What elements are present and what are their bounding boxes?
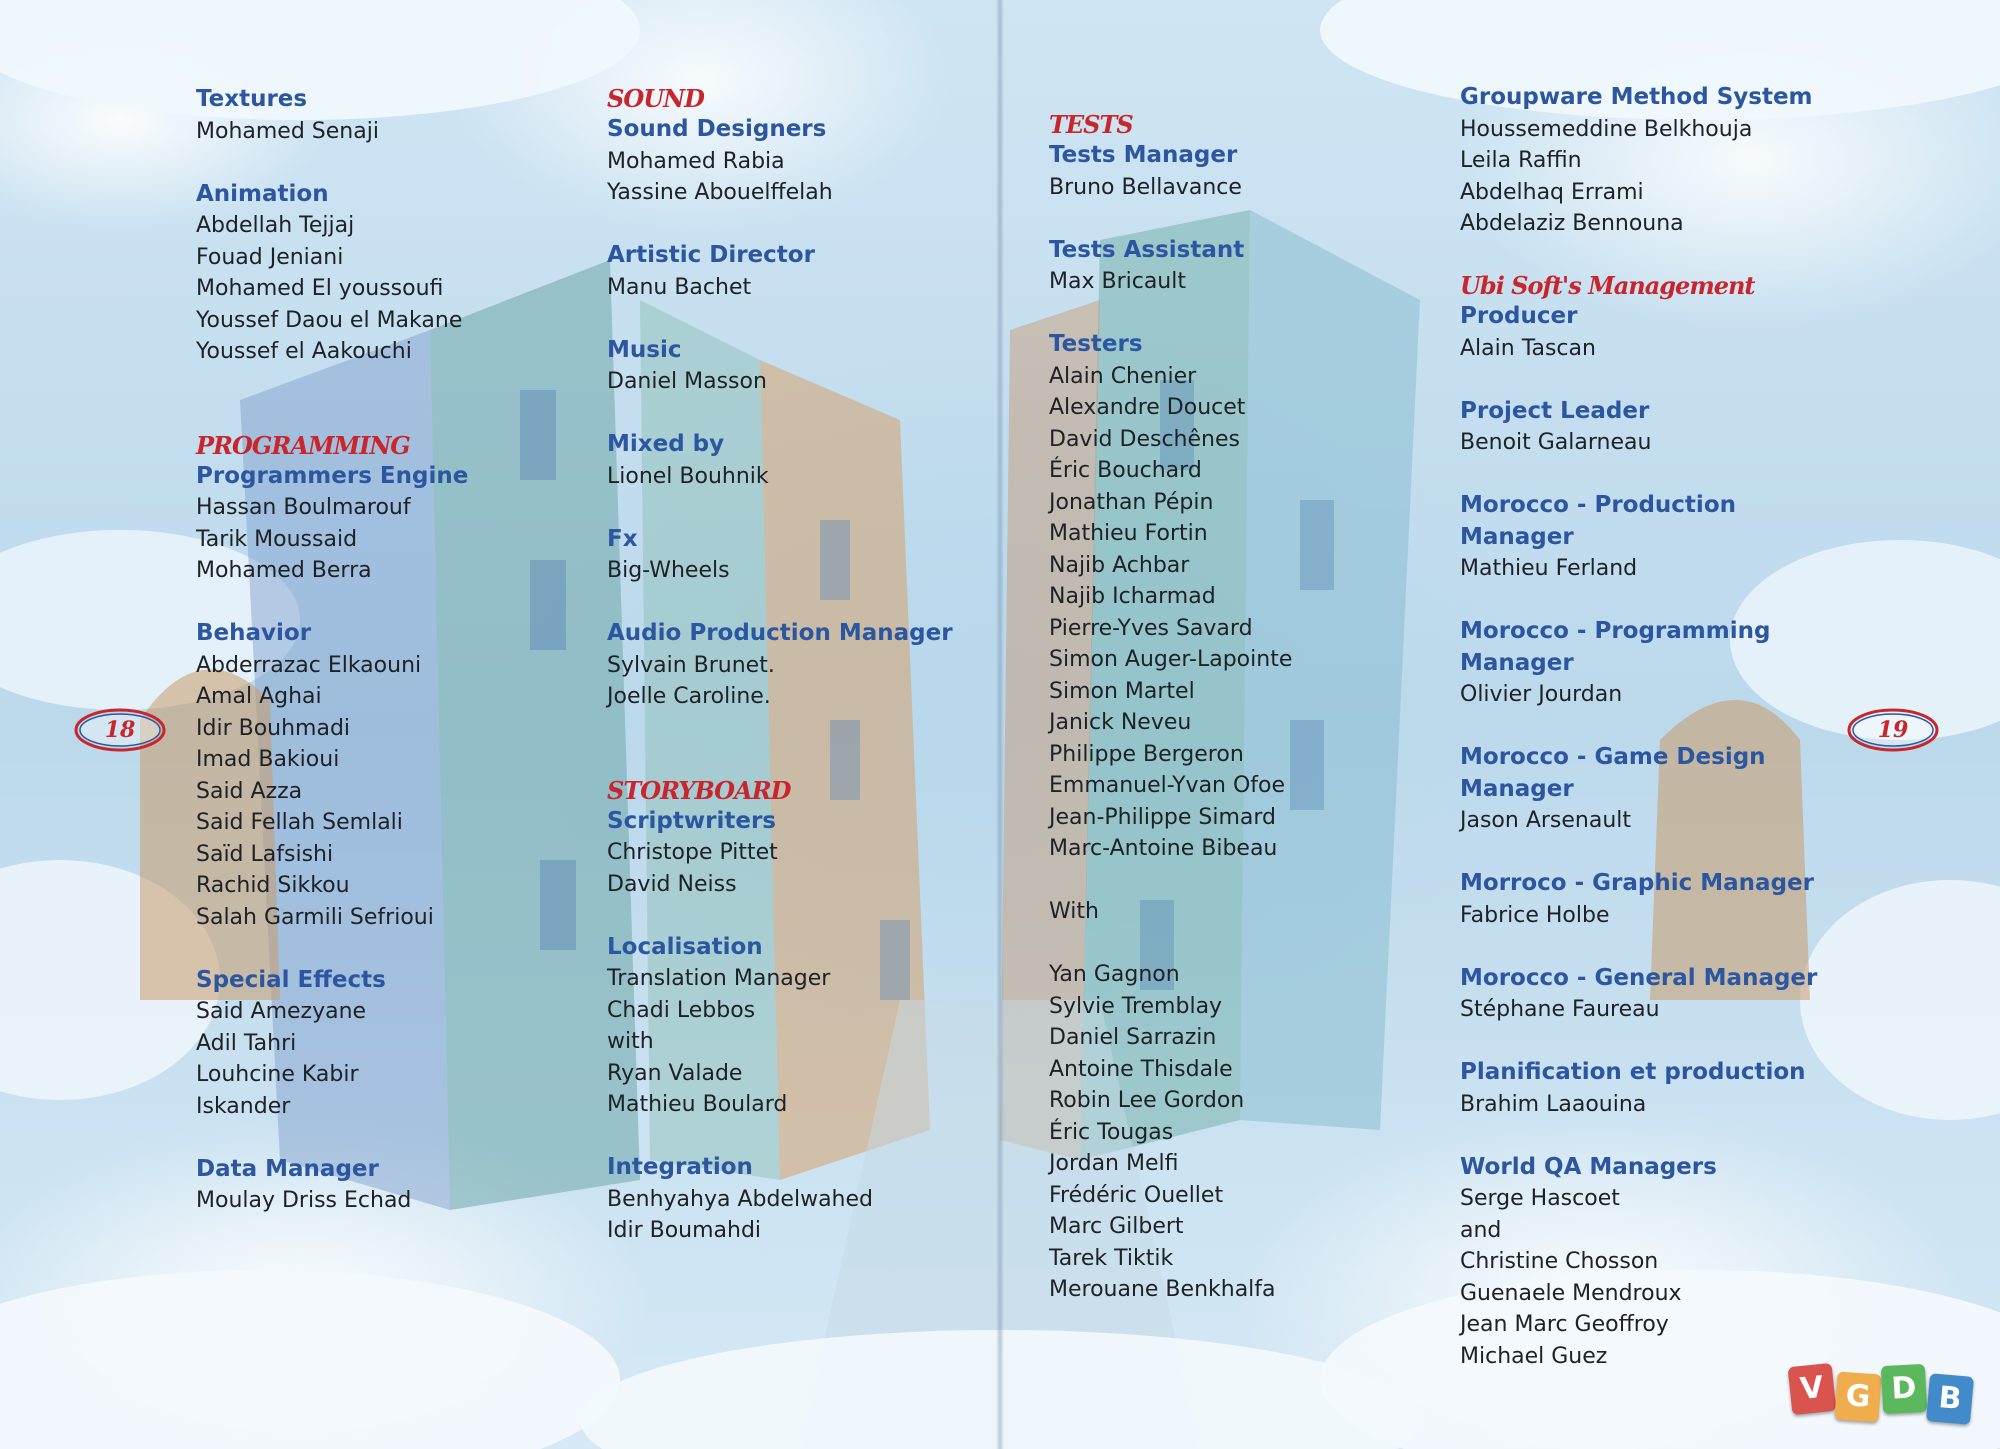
- names-programming-manager: [1460, 679, 1840, 711]
- credit-name: Tarik Moussaid: [196, 526, 358, 552]
- logo-tile-d: D: [1881, 1364, 1927, 1414]
- role-title-line: Manager: [1460, 523, 1574, 550]
- credit-name: Idir Boumahdi: [607, 1218, 762, 1243]
- section-heading-sound: SOUND: [607, 84, 704, 113]
- credit-name: Fabrice Holbe: [1460, 902, 1610, 928]
- credit-name: Alain Tascan: [1460, 335, 1596, 361]
- role-title-line: Morocco - Game Design: [1460, 744, 1766, 770]
- names-production-manager: [1460, 553, 1840, 585]
- label-with: With: [1049, 899, 1099, 924]
- credit-name: Michael Guez: [1460, 1343, 1608, 1369]
- credit-name: Imad Bakioui: [196, 747, 340, 772]
- credit-name: David Deschênes: [1049, 426, 1240, 452]
- role-sound-designers: Sound Designers: [607, 116, 827, 142]
- credit-name: Sylvie Tremblay: [1049, 993, 1223, 1019]
- credit-name: Idir Bouhmadi: [196, 715, 351, 741]
- credit-name: Leila Raffin: [1460, 148, 1582, 173]
- credit-name: Pierre-Yves Savard: [1049, 615, 1253, 641]
- credit-name: Salah Garmili Sefrioui: [196, 904, 434, 930]
- names-fx: [607, 555, 967, 587]
- credit-name: Joelle Caroline.: [607, 684, 771, 709]
- role-textures: Textures: [196, 86, 308, 112]
- credit-name: Jonathan Pépin: [1049, 489, 1214, 515]
- credit-name: Mohamed El youssoufi: [196, 276, 444, 301]
- credit-name: Rachid Sikkou: [196, 873, 350, 898]
- credit-name: Max Bricault: [1049, 269, 1186, 294]
- credit-name: Simon Martel: [1049, 678, 1195, 704]
- credit-name: Serge Hascoet: [1460, 1186, 1620, 1211]
- credit-name: Stéphane Faureau: [1460, 997, 1660, 1022]
- credit-name: Fouad Jeniani: [196, 244, 344, 270]
- names-textures: [196, 116, 526, 148]
- names-mixed-by: [607, 461, 967, 493]
- credit-name: Alexandre Doucet: [1049, 395, 1246, 420]
- credit-name: Mathieu Fortin: [1049, 521, 1208, 546]
- credit-name: Christine Chosson: [1460, 1249, 1659, 1274]
- role-audio-production-manager: Audio Production Manager: [607, 620, 953, 646]
- names-behavior: [196, 650, 526, 934]
- names-sound-designers: [607, 146, 967, 209]
- credit-name: Alain Chenier: [1049, 363, 1197, 389]
- role-programmers-engine: Programmers Engine: [196, 462, 469, 489]
- section-heading-ubisoft-management: Ubi Soft's Management: [1460, 271, 1755, 300]
- credit-name: Abdellah Tejjaj: [196, 213, 355, 238]
- credit-name: Ryan Valade: [607, 1060, 743, 1086]
- credits-column-3: [1049, 110, 1349, 1306]
- role-localisation: Localisation: [607, 933, 763, 960]
- page-spine: [996, 0, 1004, 1449]
- credit-name: Manu Bachet: [607, 274, 752, 300]
- role-game-design-manager: [1460, 742, 1840, 805]
- credit-name: Mathieu Ferland: [1460, 556, 1638, 581]
- credit-name: Youssef Daou el Makane: [196, 307, 463, 333]
- credit-name: Éric Tougas: [1049, 1119, 1174, 1145]
- credit-name: Robin Lee Gordon: [1049, 1088, 1245, 1113]
- names-graphic-manager: [1460, 900, 1840, 932]
- credit-name: Said Amezyane: [196, 999, 367, 1024]
- credit-name: Simon Auger-Lapointe: [1049, 647, 1293, 672]
- credit-name: Houssemeddine Belkhouja: [1460, 116, 1753, 142]
- role-graphic-manager: Morroco - Graphic Manager: [1460, 870, 1814, 896]
- credit-name: Philippe Bergeron: [1049, 741, 1244, 767]
- credit-name: Benoit Galarneau: [1460, 430, 1652, 455]
- credit-name: Bruno Bellavance: [1049, 174, 1242, 200]
- names-programmers-engine: [196, 492, 526, 587]
- credit-name: with: [607, 1029, 654, 1054]
- logo-tile-g: G: [1834, 1372, 1881, 1423]
- names-artistic-director: [607, 272, 967, 304]
- role-groupware-method-system: Groupware Method System: [1460, 84, 1813, 110]
- role-programming-manager: [1460, 616, 1840, 679]
- credit-name: Amal Aghai: [196, 684, 322, 709]
- page-number-left: [72, 702, 168, 758]
- names-tests-assistant: [1049, 266, 1349, 298]
- credit-name: Marc-Antoine Bibeau: [1049, 836, 1278, 861]
- role-testers: Testers: [1049, 331, 1143, 357]
- credit-name: Benhyahya Abdelwahed: [607, 1186, 873, 1212]
- role-mixed-by: Mixed by: [607, 431, 725, 457]
- names-producer: [1460, 333, 1840, 365]
- credits-column-1: [196, 84, 526, 1217]
- credit-name: Christope Pittet: [607, 840, 778, 865]
- credit-name: Janick Neveu: [1049, 710, 1192, 735]
- credit-name: Hassan Boulmarouf: [196, 495, 411, 520]
- role-behavior: Behavior: [196, 620, 312, 646]
- role-title-line: Morocco - Programming: [1460, 618, 1771, 644]
- credit-name: and: [1460, 1217, 1502, 1243]
- names-general-manager: [1460, 994, 1840, 1026]
- credits-column-4: [1460, 82, 1840, 1372]
- credit-name: Abdelaziz Bennouna: [1460, 211, 1684, 236]
- credit-name: David Neiss: [607, 871, 737, 897]
- names-music: [607, 366, 967, 398]
- credit-name: Merouane Benkhalfa: [1049, 1277, 1276, 1302]
- credit-name: Guenaele Mendroux: [1460, 1280, 1682, 1306]
- credit-name: Abderrazac Elkaouni: [196, 652, 422, 678]
- credit-name: Yassine Abouelffelah: [607, 180, 833, 205]
- role-producer: Producer: [1460, 303, 1578, 329]
- role-tests-manager: Tests Manager: [1049, 142, 1238, 168]
- credit-name: Sylvain Brunet.: [607, 652, 775, 678]
- names-data-manager: [196, 1185, 526, 1217]
- credit-name: Éric Bouchard: [1049, 458, 1202, 483]
- role-title-line: Manager: [1460, 649, 1574, 676]
- role-world-qa-managers: World QA Managers: [1460, 1153, 1717, 1180]
- credit-name: Lionel Bouhnik: [607, 463, 769, 489]
- names-animation: [196, 210, 526, 368]
- credit-name: Adil Tahri: [196, 1030, 297, 1056]
- credit-name: Saïd Lafsishi: [196, 841, 334, 867]
- credits-column-2: [607, 84, 967, 1247]
- role-artistic-director: Artistic Director: [607, 242, 815, 268]
- credit-name: Said Fellah Semlali: [196, 810, 403, 835]
- names-project-leader: [1460, 427, 1840, 459]
- role-general-manager: Morocco - General Manager: [1460, 964, 1818, 991]
- credit-name: Iskander: [196, 1093, 291, 1119]
- names-localisation: [607, 963, 967, 1121]
- role-special-effects: Special Effects: [196, 966, 386, 993]
- role-data-manager: Data Manager: [196, 1155, 379, 1182]
- credit-name: Jordan Melfi: [1049, 1151, 1179, 1176]
- credit-name: Tarek Tiktik: [1049, 1245, 1174, 1271]
- vgdb-logo: [1790, 1365, 1990, 1435]
- page-number-right: [1845, 702, 1941, 758]
- credit-name: Brahim Laaouina: [1460, 1091, 1647, 1117]
- names-special-effects: [196, 996, 526, 1122]
- credit-name: Moulay Driss Echad: [196, 1188, 412, 1213]
- credit-name: Olivier Jourdan: [1460, 682, 1623, 707]
- section-heading-tests: TESTS: [1049, 110, 1133, 139]
- credit-name: Mathieu Boulard: [607, 1092, 788, 1117]
- credit-name: Najib Icharmad: [1049, 584, 1216, 609]
- role-scriptwriters: Scriptwriters: [607, 807, 776, 834]
- credit-name: Louhcine Kabir: [196, 1062, 359, 1087]
- names-world-qa-managers: [1460, 1183, 1840, 1372]
- credit-name: Frédéric Ouellet: [1049, 1182, 1224, 1208]
- section-heading-programming: PROGRAMMING: [196, 430, 410, 460]
- names-with: [1049, 959, 1349, 1306]
- names-game-design-manager: [1460, 805, 1840, 837]
- credit-name: Najib Achbar: [1049, 552, 1190, 578]
- names-planification: [1460, 1089, 1840, 1121]
- names-groupware-method-system: [1460, 114, 1840, 240]
- page-number: 19: [1877, 717, 1909, 743]
- role-production-manager: [1460, 490, 1840, 553]
- role-title-line: Morocco - Production: [1460, 492, 1736, 518]
- credit-name: Youssef el Aakouchi: [196, 339, 412, 364]
- logo-tile-b: B: [1926, 1373, 1974, 1425]
- names-tests-manager: [1049, 172, 1349, 204]
- credit-name: Said Azza: [196, 778, 303, 804]
- names-testers: [1049, 361, 1349, 865]
- credit-name: Emmanuel-Yvan Ofoe: [1049, 773, 1286, 798]
- role-fx: Fx: [607, 525, 638, 552]
- role-animation: Animation: [196, 180, 329, 207]
- credit-name: Marc Gilbert: [1049, 1214, 1184, 1239]
- credit-name: Daniel Sarrazin: [1049, 1025, 1217, 1050]
- role-planification: Planification et production: [1460, 1059, 1806, 1085]
- names-audio-production-manager: [607, 650, 967, 713]
- credit-name: Yan Gagnon: [1049, 962, 1180, 987]
- names-integration: [607, 1184, 967, 1247]
- credit-name: Translation Manager: [607, 966, 831, 991]
- role-project-leader: Project Leader: [1460, 397, 1650, 424]
- credit-name: Jason Arsenault: [1460, 808, 1632, 833]
- credit-name: Daniel Masson: [607, 369, 767, 394]
- credit-name: Jean Marc Geoffroy: [1460, 1312, 1669, 1337]
- credit-name: Jean-Philippe Simard: [1049, 804, 1277, 830]
- role-music: Music: [607, 336, 682, 363]
- credit-name: Mohamed Rabia: [607, 148, 785, 174]
- credit-name: Chadi Lebbos: [607, 997, 756, 1023]
- credit-name: Big-Wheels: [607, 558, 730, 583]
- credit-name: Abdelhaq Errami: [1460, 179, 1644, 205]
- credit-name: Mohamed Senaji: [196, 118, 379, 144]
- role-tests-assistant: Tests Assistant: [1049, 236, 1245, 263]
- credit-name: Mohamed Berra: [196, 558, 372, 583]
- names-scriptwriters: [607, 837, 967, 900]
- logo-tile-v: V: [1788, 1363, 1837, 1415]
- credit-name: Antoine Thisdale: [1049, 1056, 1233, 1082]
- role-title-line: Manager: [1460, 775, 1574, 802]
- page-number: 18: [104, 717, 136, 743]
- section-heading-storyboard: STORYBOARD: [607, 775, 791, 805]
- role-integration: Integration: [607, 1154, 753, 1180]
